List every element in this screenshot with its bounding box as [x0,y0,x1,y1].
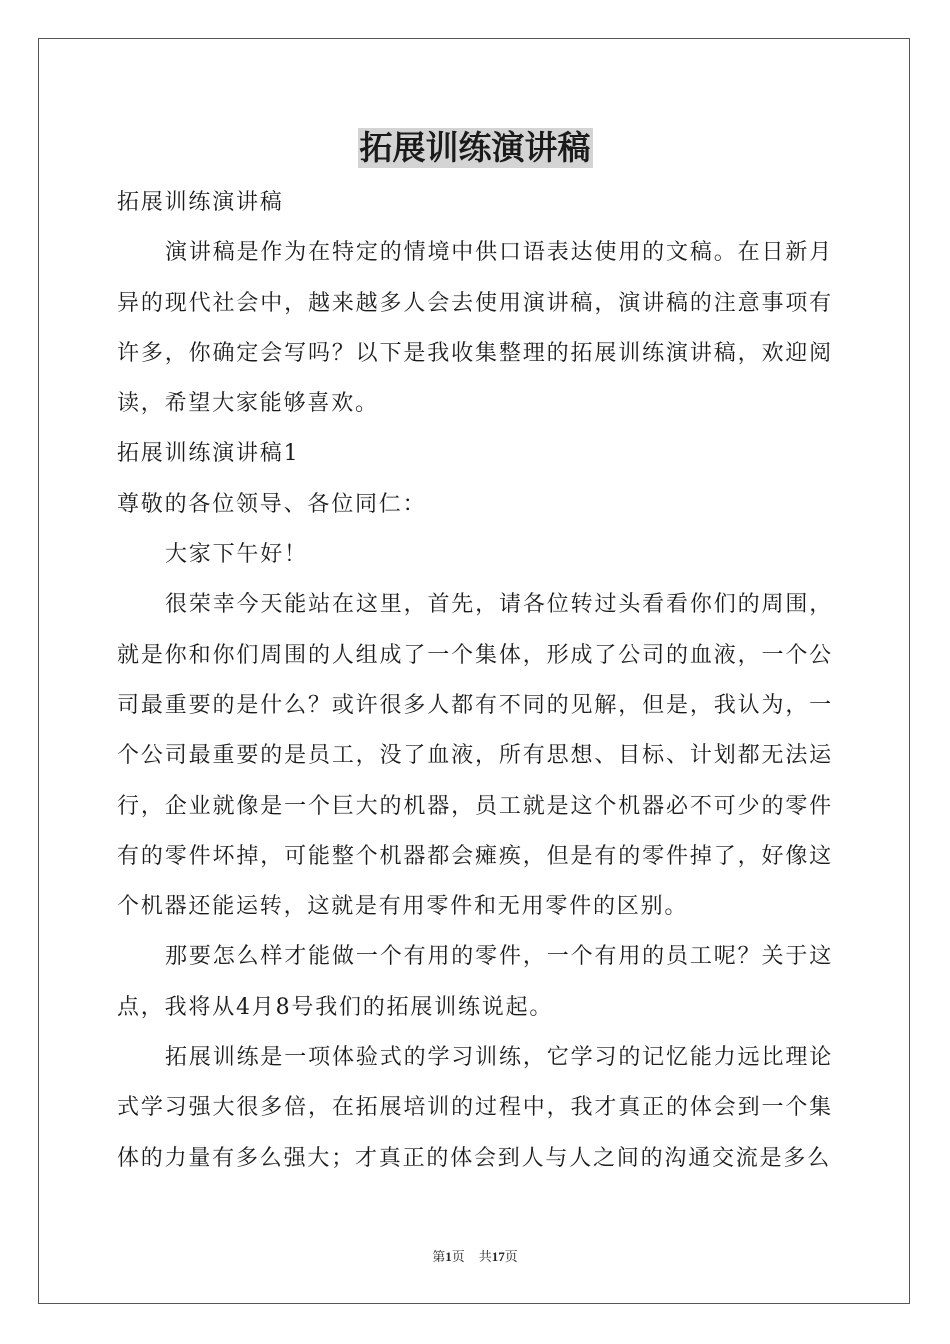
document-body [117,178,833,1184]
paragraph-subtitle: 拓展训练演讲稿 [117,190,284,215]
page-footer [0,1246,950,1265]
page-suffix: 页 [451,1249,465,1264]
paragraph-body-2: 那要怎么样才能做一个有用的零件，一个有用的员工呢？关于这点，我将从4月8号我们的拓展训练说起。 [117,944,833,1020]
document-title: 拓展训练演讲稿 [359,128,591,167]
paragraph-salutation: 尊敬的各位领导、各位同仁： [117,491,427,517]
title-container [0,128,950,168]
page-number: 1 [445,1249,452,1264]
page-prefix: 第 [432,1249,446,1264]
paragraph-heading-1: 拓展训练演讲稿1 [117,441,300,467]
total-prefix: 共 [478,1249,492,1264]
paragraph-greeting: 大家下午好！ [165,542,308,568]
paragraph-body-1: 很荣幸今天能站在这里，首先，请各位转过头看看你们的周围，就是你和你们周围的人组成了一个集体，形成了公司的血液，一个公司最重要的是什么？或许很多人都有不同的见解，但是，我认为，一个公司最重要的是员工，没了血液，所有思想、目标、计划都无法运行，企业就像是一个巨大的机器，员工就是这个机器必不可少的零件有的零件坏掉，可能整个机器都会瘫痪，但是有的零件掉了，好像这个机器还能运转，这就是有用零件和无用零件的区别。 [117,592,833,920]
paragraph-body-3: 拓展训练是一项体验式的学习训练，它学习的记忆能力远比理论式学习强大很多倍，在拓展培训的过程中，我才真正的体会到一个集体的力量有多么强大；才真正的体会到人与人之间的沟通交流是多么 [117,1045,833,1171]
paragraph-intro: 演讲稿是作为在特定的情境中供口语表达使用的文稿。在日新月异的现代社会中，越来越多人会去使用演讲稿，演讲稿的注意事项有许多，你确定会写吗？以下是我收集整理的拓展训练演讲稿，欢迎阅读，希望大家能够喜欢。 [117,240,833,417]
total-pages: 17 [491,1249,505,1264]
total-suffix: 页 [504,1249,518,1264]
